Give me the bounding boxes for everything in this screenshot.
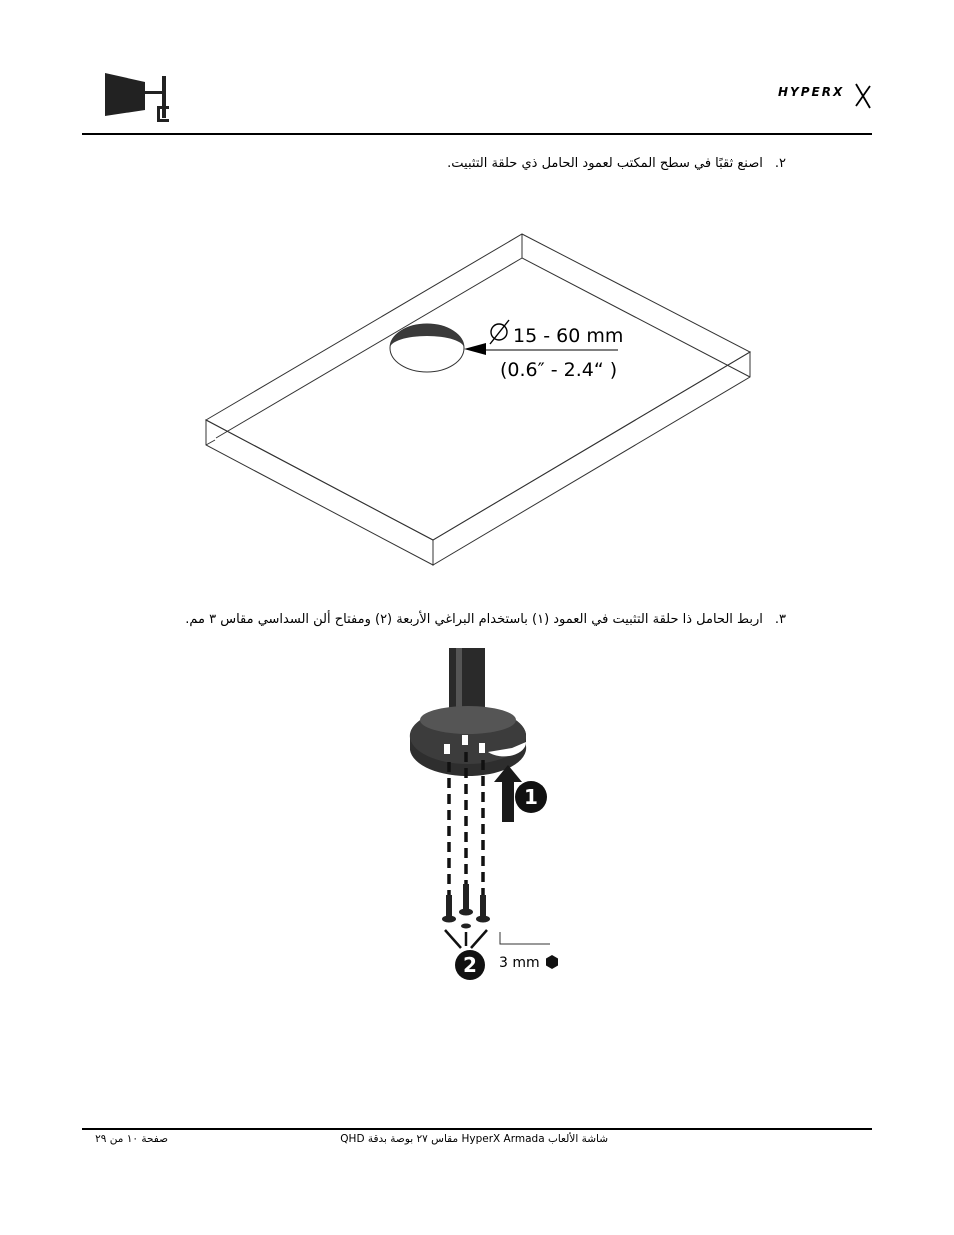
hyperx-logo	[776, 80, 872, 112]
collar-ring	[410, 706, 526, 776]
step-2-number: ٢.	[774, 156, 786, 171]
hole-diameter-imperial: (0.6″ - 2.4“ )	[500, 359, 618, 381]
callout-2	[455, 950, 485, 980]
step-3	[185, 612, 786, 627]
hyperx-logo-text: HYPERX	[778, 85, 845, 99]
svg-text:2: 2	[463, 953, 477, 977]
step-3-text: اربط الحامل ذا حلقة التثبيت في العمود (١) باستخدام البراغي الأربعة (٢) ومفتاح ألن السداسي مقاس ٣ مم.	[185, 612, 763, 627]
mount-installation-illustration	[400, 645, 570, 985]
step-2-text: اصنع ثقبًا في سطح المكتب لعمود الحامل ذي حلقة التثبيت.	[447, 156, 763, 171]
footer-document-title: شاشة الألعاب HyperX Armada مقاس ٢٧ بوصة بدقة QHD	[340, 1133, 608, 1145]
tool-size-label: 3 mm	[499, 955, 540, 971]
desk-hole	[390, 324, 464, 372]
hole-diameter-metric: 15 - 60 mm	[513, 325, 624, 347]
diameter-icon	[490, 320, 509, 344]
hex-icon	[546, 955, 558, 969]
callout-1	[515, 781, 547, 813]
allen-key-icon	[500, 932, 550, 944]
step-2	[447, 156, 786, 171]
pole	[449, 648, 485, 714]
desk-hole-illustration	[195, 225, 760, 575]
footer-divider	[82, 1128, 872, 1130]
header-divider	[82, 133, 872, 135]
monitor-arm-icon	[100, 70, 180, 126]
svg-text:1: 1	[524, 785, 538, 809]
footer-page-number: صفحة ١٠ من ٢٩	[95, 1133, 168, 1145]
step-3-number: ٣.	[774, 612, 786, 627]
